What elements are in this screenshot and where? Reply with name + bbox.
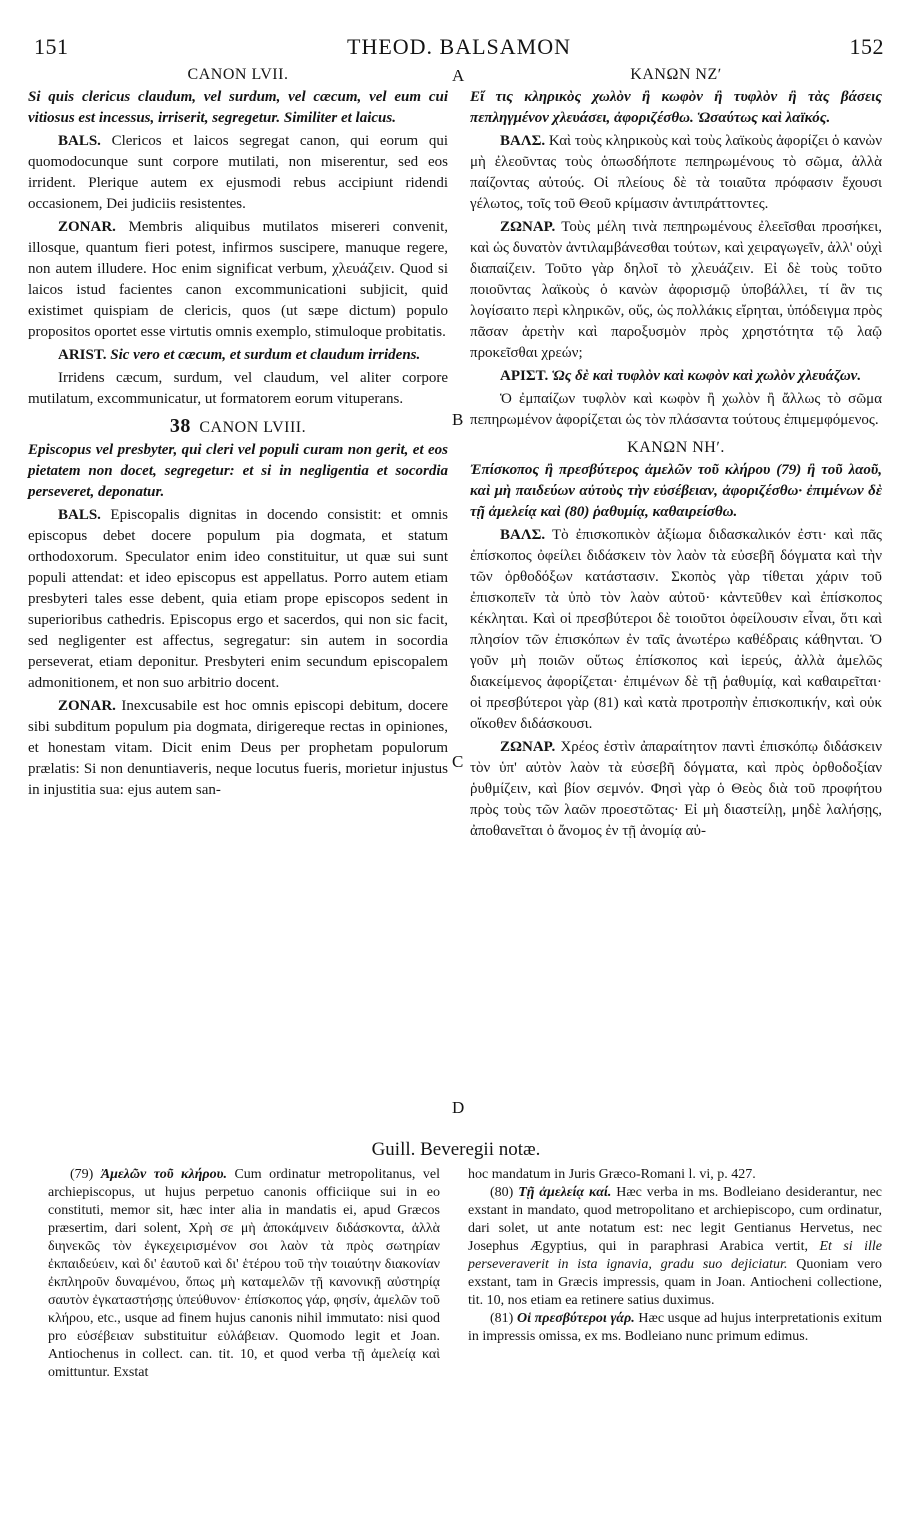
zonaras-greek-58: ΖΩΝΑΡ. Χρέος ἐστὶν ἀπαραίτητον παντὶ ἐπισκόπῳ διδάσκειν τὸν ὑπ' αὐτὸν λαὸν τὰ εὐσεβῆ δόγματα, καὶ πρὸς ὀρθοδοξίαν ῥυθμίζειν, καὶ βίον σεμνόν. Φησὶ γὰρ ὁ Θεὸς διὰ τοῦ προφήτου πρὸς τοὺς τῶν λαῶν προεστῶτας· Εἰ μὴ διαστείλῃ, μηδὲ λαλήσῃς, ἀποθανεῖται ὁ ἄνομος ἐν τῇ ἀνομίᾳ αὐ- <box>470 739 882 839</box>
page-number-left: 151 <box>34 34 69 59</box>
aristenus-greek-57: ΑΡΙΣΤ. Ὡς δὲ καὶ τυφλὸν καὶ κωφὸν καὶ χωλὸν χλευάζων. <box>500 368 862 384</box>
canon-58-rubric-latin: Episcopus vel presbyter, qui cleri vel populi curam non gerit, et eos pietatem non docet, segregetur: et si in negligentia et socordia perseveret, deponatur. <box>28 442 448 500</box>
latin-column <box>28 64 448 803</box>
canon-58-rubric-greek: Ἐπίσκοπος ἢ πρεσβύτερος ἀμελῶν τοῦ κλήρου (79) ἢ τοῦ λαοῦ, καὶ μὴ παιδεύων αὐτοὺς τὴν εὐσέβειαν, ἀφοριζέσθω· ἐπιμένων δὲ τῇ ἀμελείᾳ καὶ (80) ῥαθυμίᾳ, καθαιρείσθω. <box>470 462 882 520</box>
notes-left-column <box>48 1166 440 1382</box>
note-81: (81) Οἱ πρεσβύτεροι γάρ. Hæc usque ad hujus interpretationis exitum in impressis omissa, ex ms. Bodleiano nunc primum edimus. <box>468 1311 883 1344</box>
balsamon-commentary-58: BALS. Episcopalis dignitas in docendo consistit: et omnis episcopus debet docere populum pia dogmata, et statum orthodoxorum. Speculator enim ideo constituitur, ut quæ sui sunt populi attendat: et ideo episcopus est appellatus. Porro autem etiam presbyteri tales esse debent, quia etiam prope episcopos sedent in superioribus cathedris. Episcopus ergo et sacerdos, qui non sic facit, sed negligenter est affectus, segregatur: sin autem in socordia perseverat, etiam deponitur. Presbyteri enim secundum episcopalem admonitionem, et non suo arbitrio docent. <box>28 507 448 691</box>
notes-right-column <box>468 1166 882 1346</box>
notes-heading: Guill. Beveregii notæ. <box>371 1139 541 1160</box>
canon-57-heading-latin: CANON LVII. <box>187 66 289 83</box>
note-80: (80) Τῇ ἀμελείᾳ καί. Hæc verba in ms. Bodleiano desiderantur, nec exstant in mandato, quod metropolitano et archiepiscopo, cum ordinatur, dari solet, ut ante notatum est: nec legit Gentianus Hervetus, nec Josephus Ægyptius, qui in paraphrasi Arabica vertit, Et si ille perseveraverit in ista ignavia, gradu suo dejiciatur. Quoniam vero exstant, tam in Græcis impressis, quam in Joan. Antiocheni collectione, tit. 10, nos etiam ea retinere satius duximus. <box>468 1185 883 1308</box>
balsamon-greek-58: ΒΑΛΣ. Τὸ ἐπισκοπικὸν ἀξίωμα διδασκαλικόν ἐστι· καὶ πᾶς ἐπίσκοπος ὀφείλει διδάσκειν τὸν λαὸν τὰ εὐσεβῆ δόγματα καὶ τὴν τῶν ὀρθοδόξων κατάστασιν. Σκοπὸς γὰρ τίθεται χάριν τοῦ ἐπισκοπεῖν τὰ ὑπὸ τὸν λαὸν αὐτοῦ· κἀντεῦθεν καὶ ἐπίσκοπος κέκληται. Καὶ οἱ πρεσβύτεροι δὲ τοιοῦτοι ὀφείλουσιν εἶναι, ὅτι καὶ πλησίον τῶν ἐπισκόπων ἐν ταῖς ἀνωτέρω καθέδραις κάθηνται. Ὁ γοῦν μὴ ποιῶν οὕτως ἐπίσκοπος καὶ ἱερεύς, ἀλλὰ ἀμελῶς διακείμενος ἀφορίζεται· ἐπιμένων δὲ τῇ ῥαθυμίᾳ, καὶ καθαιρεῖται· οἱ πρεσβύτεροι γὰρ (81) καὶ κατὰ προτροπὴν ἐπισκοπικήν, καὶ οὐκ οἴκοθεν διδάσκουσι. <box>470 527 882 732</box>
margin-letter-b: B <box>452 410 464 429</box>
page-number-right: 152 <box>849 34 884 59</box>
aristenus-commentary-57: ARIST. Sic vero et cæcum, et surdum et claudum irridens. <box>58 347 421 363</box>
canon-57-rubric-latin: Si quis clericus claudum, vel surdum, vel cæcum, vel eum cui vitiosus est incessus, irriserit, segregetur. Similiter et laicus. <box>28 89 448 126</box>
canon-57-heading-greek: ΚΑΝΩΝ ΝΖʹ <box>630 66 722 83</box>
zonaras-commentary-57: ZONAR. Membris aliquibus mutilatos misereri convenit, illosque, quantum fieri potest, infirmos suscipere, manuque regere, non autem illudere. Hoc enim significat verbum, χλευάζειν. Quod si laicos istud facientes canon excommunicationi subjicit, quid existimet quispiam de clericis, quos (ut sæpe dictum) populo propositos oportet esse virtutis omnis exemplo, stimuloque probitatis. <box>28 219 449 340</box>
running-title: THEOD. BALSAMON <box>347 34 571 59</box>
note-79-continuation: hoc mandatum in Juris Græco-Romani l. vi, p. 427. <box>468 1167 756 1182</box>
greek-column <box>470 64 882 844</box>
margin-letter-a: A <box>452 66 465 85</box>
canon-58-heading-greek: ΚΑΝΩΝ ΝΗʹ. <box>627 439 725 456</box>
balsamon-commentary-57: BALS. Clericos et laicos segregat canon, qui eorum qui quomodocunque sunt corpore mutilati, non miserentur, sed eos irrident. Plerique autem ex ejusmodi rebus accipiunt ridendi occasionem, Dei judiciis resistentes. <box>28 133 449 212</box>
margin-letter-d: D <box>452 1098 465 1117</box>
balsamon-greek-57: ΒΑΛΣ. Καὶ τοὺς κληρικοὺς καὶ τοὺς λαϊκοὺς ἀφορίζει ὁ κανὼν μὴ ἐλεοῦντας τοὺς ὁπωσδήποτε πεπηρωμένους τὸ σῶμα, ἀλλὰ παίζοντας αὐτούς. Οἱ πλείους δὲ τὰ τοιαῦτα πρόφασιν ἔχουσι γέλωτος, τοῖς τοῦ Θεοῦ κρίμασιν ἀντιπράττοντες. <box>470 133 883 212</box>
zonaras-commentary-58: ZONAR. Inexcusabile est hoc omnis episcopi debitum, docere sibi subditum populum pia dogmata, dirigereque rectas in opiniones, et honestam vitam. Dicit enim Deus per prophetam populorum prælatis: Si non denuntiaveris, neque locutus fueris, morietur injustus in injustitia sua: ejus autem san- <box>28 698 448 798</box>
note-79: (79) Ἀμελῶν τοῦ κλήρου. Cum ordinatur metropolitanus, vel archiepiscopus, ut hujus perpetuo canonis officiique sui in eo constituti, memor sit, hæc inter alia in mandatis ei, apud Græcos præsertim, dari solent, Χρὴ σε μὴ ἀποκάμνειν διδάσκοντα, ἀλλὰ διηνεκῶς τὸν ἐγκεχειρισμένον σοι λαὸν τὰ πρὸς σωτηρίαν ἐκπαιδεύειν, καὶ δι' ἑαυτοῦ καὶ δι' ἑτέρου τοῦ τὴν τοιαύτην διακονίαν ἐκπληροῦν δυναμένου, ὅπως μὴ καταμελῶν τῇ κανονικῇ αὐστηρίᾳ σαυτὸν ἐγκαταστήσῃς ὑπεύθυνον· ἐπίσκοπος γάρ, φησίν, ἀμελῶν τοῦ κλήρου, etc., usque ad finem hujus canonis nihil immutato: nisi quod pro εὐσέβειαν substituitur εὐλάβειαν. Quomodo legit et Joan. Antiochenus in collect. can. tit. 10, et quod verba τῇ ἀμελείᾳ καὶ omittuntur. Exstat <box>48 1167 441 1380</box>
canon-57-rubric-greek: Εἴ τις κληρικὸς χωλὸν ἢ κωφὸν ἢ τυφλὸν ἢ τὰς βάσεις πεπληγμένον χλευάσει, ἀφοριζέσθω. Ὡσαύτως καὶ λαϊκός. <box>470 89 882 126</box>
margin-letter-c: C <box>452 752 464 771</box>
zonaras-greek-57: ΖΩΝΑΡ. Τοὺς μέλη τινὰ πεπηρωμένους ἐλεεῖσθαι προσήκει, καὶ ὡς δυνατὸν ἀντιλαμβάνεσθαι τούτων, καὶ χειραγωγεῖν, ἀλλ' οὐχὶ διαπαίζειν. Τοῦτο γὰρ δηλοῖ τὸ χλευάζειν. Εἰ δὲ τοὺς τοῦτο ποιοῦντας λαϊκοὺς ὁ κανὼν ἀφορισμῷ ὑποβάλλει, τί ἂν τις λογίσαιτο περὶ κληρικῶν, οὕς, ὡς πολλάκις εἴρηται, ὑπόδειγμα πρὸς πᾶσαν ἀρετὴν καὶ παροξυσμὸν πρὸς χρηστότητα τῷ λαῷ προκεῖσθαι χρεών; <box>470 219 882 361</box>
aristenus-text-57: Irridens cæcum, surdum, vel claudum, vel aliter corpore mutilatum, excommunicatur, ut formatorem eorum vituperans. <box>28 370 448 407</box>
canon-58-heading-latin: 38 CANON LVIII. <box>169 415 307 437</box>
aristenus-greek-text-57: Ὁ ἐμπαίζων τυφλὸν καὶ κωφὸν ἢ χωλὸν ἢ ἄλλως τὸ σῶμα πεπηρωμένον ἀφορίζεται ὡς τὸν πλάσαντα τούτους ἐπιμεμφόμενος. <box>470 391 882 428</box>
page-header <box>34 34 884 62</box>
